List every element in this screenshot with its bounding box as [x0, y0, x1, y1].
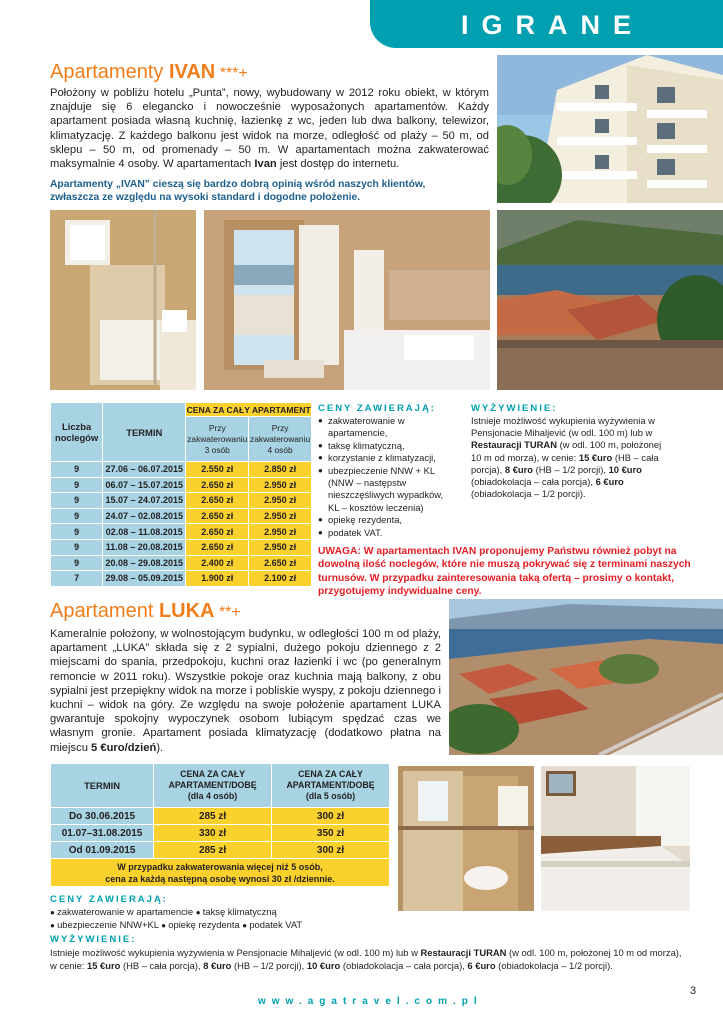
luka-desc-price: 5 €uro/dzień	[91, 741, 157, 754]
ivan-opinion: Apartamenty „IVAN” cieszą się bardzo dobrą opinią wśród naszych klientów, zwłaszcza ze względu na wysoki standard i dogodne położenie.	[50, 179, 426, 204]
ivan-row-nights: 9	[51, 555, 103, 571]
luka-meals-price: 10 €uro	[306, 960, 341, 971]
luka-includes	[50, 894, 390, 932]
ivan-includes-item: ● korzystanie z klimatyzacji,	[318, 452, 456, 464]
luka-view-photo	[449, 599, 723, 755]
luka-includes-item: ubezpieczenie NNW+KL	[57, 919, 159, 931]
ivan-title-name: IVAN	[168, 61, 216, 83]
ivan-meals-part: (HB – cała porcja),	[471, 451, 659, 475]
ivan-includes	[318, 403, 456, 539]
luka-meals-part: (obiadokolacja – 1/2 porcji).	[495, 960, 613, 971]
bullet-icon: ●	[195, 908, 203, 917]
ivan-title-prefix: Apartamenty	[50, 61, 169, 83]
luka-meals-part: (w odl. 100 m, położonej 10 m od morza), w cenie:	[50, 947, 682, 971]
ivan-row-price-4: 2.100 zł	[249, 571, 312, 587]
ivan-meals-price: 15 €uro	[578, 451, 613, 463]
col-3-header	[186, 417, 249, 462]
luka-note-line: W przypadku zakwaterowania więcej niż 5 osób,	[117, 861, 323, 872]
ivan-bedroom-photo	[204, 210, 490, 390]
luka-meals-part: (HB – cała porcja),	[120, 960, 204, 971]
ivan-table-row	[51, 524, 312, 540]
luka-bedroom-photo	[541, 766, 690, 911]
luka-col-4-header	[154, 764, 272, 808]
luka-meals-title: WYŻYWIENIE:	[50, 934, 137, 945]
luka-includes-item: opiekę rezydenta	[168, 919, 240, 931]
ivan-meals-title: WYŻYWIENIE:	[471, 403, 558, 414]
ivan-description	[50, 86, 489, 171]
luka-col-4-line: CENA ZA CAŁY	[180, 769, 245, 779]
ivan-includes-item: ● zakwaterowanie w apartamencie,	[318, 415, 456, 440]
ivan-row-price-4: 2.950 zł	[249, 477, 312, 493]
col-3-label: Przy zakwaterowaniu 3 osób	[187, 422, 248, 455]
luka-row-price-5: 300 zł	[272, 842, 390, 859]
ivan-row-price-4: 2.950 zł	[249, 539, 312, 555]
ivan-table-row	[51, 555, 312, 571]
ivan-bathroom-photo	[50, 210, 196, 390]
luka-col-5-line: APARTAMENT/DOBĘ	[286, 780, 375, 790]
luka-col-5-line: CENA ZA CAŁY	[298, 769, 363, 779]
ivan-table-row	[51, 508, 312, 524]
ivan-row-price-3: 2.400 zł	[186, 555, 249, 571]
ivan-desc-text: Położony w pobliżu hotelu „Punta”, nowy, wybudowany w 2012 roku obiekt, w którym znajduje się 6 elegancko i nowocześnie wyposażonych apartamentów. Każdy apartament posiada własną kuchnię, łazienkę z wc, jeden lub dwa balkony, telewizor, klimatyzację. Z każdego balkonu jest widok na morze, odległość od plaży – 50 m, od sklepu – 50 m, od promenady – 50 m. W apartamentach można zakwaterować maksymalnie 4 osoby. W apartamentach	[50, 87, 489, 171]
ivan-meals-part: (obiadokolacja – cała porcja),	[471, 476, 596, 488]
ivan-meals-part: (obiadokolacja – 1/2 porcji).	[471, 488, 586, 500]
ivan-meals-price: 6 €uro	[595, 476, 624, 488]
luka-desc-end: ).	[156, 741, 164, 754]
luka-row-price-4: 285 zł	[154, 842, 272, 859]
luka-table-row	[51, 842, 390, 859]
ivan-meals	[471, 403, 667, 500]
ivan-row-nights: 9	[51, 493, 103, 509]
ivan-meals-part: Istnieje możliwość wykupienia wyżywienia w Pensjonacie Mihaljević (w odl. 100 m) lub w	[471, 415, 655, 439]
luka-title-name: LUKA	[158, 600, 215, 622]
col-nights-label: Liczba noclegów	[54, 421, 99, 443]
luka-price-table	[50, 763, 390, 887]
luka-meals-price: 15 €uro	[87, 960, 121, 971]
luka-row-price-5: 300 zł	[272, 808, 390, 825]
ivan-row-price-4: 2.950 zł	[249, 493, 312, 509]
luka-includes-line	[50, 919, 390, 932]
ivan-row-term: 24.07 – 02.08.2015	[103, 508, 186, 524]
ivan-includes-item: ● opiekę rezydenta,	[318, 514, 456, 526]
ivan-includes-item: ● taksę klimatyczną,	[318, 440, 456, 452]
ivan-row-price-3: 2.650 zł	[186, 524, 249, 540]
luka-col-4-line: APARTAMENT/DOBĘ	[168, 780, 257, 790]
ivan-meals-text	[471, 415, 667, 500]
luka-row-term: Do 30.06.2015	[51, 808, 154, 825]
bullet-icon: ●	[161, 921, 169, 931]
luka-col-5-line: (dla 5 osób)	[305, 791, 356, 801]
footer-url[interactable]: www.agatravel.com.pl	[258, 996, 483, 1007]
ivan-row-term: 15.07 – 24.07.2015	[103, 493, 186, 509]
ivan-row-price-4: 2.950 zł	[249, 524, 312, 540]
ivan-section-title	[50, 61, 248, 85]
luka-description	[50, 627, 441, 755]
ivan-row-nights: 9	[51, 508, 103, 524]
ivan-row-term: 20.08 – 29.08.2015	[103, 555, 186, 571]
col-price-group-label: CENA ZA CAŁY APARTAMENT	[186, 404, 311, 415]
luka-table-note	[51, 859, 390, 887]
luka-desc-text: Kameralnie położony, w wolnostojącym budynku, w odległości 100 m od plaży, apartament „LUKA” składa się z 2 sypialni, dużego pokoju dziennego z 2 miejscami do spania, przedpokoju, kuchni oraz łazienki i wc (po generalnym remoncie w 2011 roku). Wszystkie pokoje oraz kuchnia mają balkony, z obu sypialni jest przepiękny widok na morze i pobliskie wyspy, z pokoju dziennego i kuchni – widok na góry. Ze względu na swoje położenie apartament LUKA gwarantuje spokojny wypoczynek osobom lubiącym spędzać czas we własnym gronie. Apartament posiada klimatyzację (dodatkowo płatna na miejscu	[50, 628, 441, 754]
ivan-includes-item: ● ubezpieczenie NNW + KL (NNW – następstw nieszczęśliwych wypadków, KL – kosztów leczenia)	[318, 465, 456, 515]
luka-includes-item: podatek VAT	[249, 919, 303, 931]
luka-includes-line	[50, 906, 390, 919]
ivan-row-price-3: 2.650 zł	[186, 477, 249, 493]
ivan-includes-item: ● podatek VAT.	[318, 527, 456, 539]
ivan-table-row	[51, 462, 312, 478]
luka-col-term-header	[51, 764, 154, 808]
ivan-row-nights: 7	[51, 571, 103, 587]
luka-meals-part: (obiadokolacja – cała porcja),	[340, 960, 468, 971]
ivan-row-price-4: 2.650 zł	[249, 555, 312, 571]
ivan-row-price-4: 2.850 zł	[249, 462, 312, 478]
ivan-table-row	[51, 493, 312, 509]
luka-col-5-header	[272, 764, 390, 808]
ivan-includes-title: CENY ZAWIERAJĄ:	[318, 403, 436, 414]
col-4-header	[249, 417, 312, 462]
luka-row-price-5: 350 zł	[272, 825, 390, 842]
ivan-row-price-3: 2.650 zł	[186, 508, 249, 524]
ivan-building-photo	[497, 55, 723, 203]
page-title: IGRANE	[460, 10, 644, 40]
luka-row-term: 01.07–31.08.2015	[51, 825, 154, 842]
ivan-row-term: 06.07 – 15.07.2015	[103, 477, 186, 493]
ivan-meals-part: (w odl. 100 m, położonej 10 m od morza), w cenie:	[471, 439, 662, 463]
ivan-row-price-3: 2.650 zł	[186, 539, 249, 555]
page-number: 3	[690, 985, 697, 997]
luka-row-price-4: 285 zł	[154, 808, 272, 825]
luka-note-line: cena za każdą następną osobę wynosi 30 zł /dziennie.	[105, 873, 335, 884]
ivan-meals-price: 8 €uro	[504, 463, 534, 475]
ivan-row-term: 29.08 – 05.09.2015	[103, 571, 186, 587]
ivan-meals-part: (HB – 1/2 porcji),	[533, 463, 609, 475]
ivan-row-term: 02.08 – 11.08.2015	[103, 524, 186, 540]
luka-meals-text	[50, 946, 690, 972]
ivan-meals-price: 10 €uro	[608, 463, 642, 475]
ivan-row-term: 11.08 – 20.08.2015	[103, 539, 186, 555]
luka-table-row	[51, 825, 390, 842]
luka-title-stars: **+	[214, 604, 241, 621]
luka-meals-price: 6 €uro	[467, 960, 496, 971]
col-term-label: TERMIN	[126, 426, 163, 438]
header-band	[370, 0, 723, 48]
ivan-meals-restaurant: Restauracji TURAN	[471, 439, 557, 451]
luka-section-title	[50, 600, 241, 624]
ivan-row-nights: 9	[51, 539, 103, 555]
ivan-price-table	[50, 402, 312, 587]
ivan-row-nights: 9	[51, 462, 103, 478]
ivan-warning: UWAGA: W apartamentach IVAN proponujemy Państwu również pobyt na dowolną ilość noclegów, które nie muszą pokrywać się z terminami naszych turnusów. W przypadku zainteresowania taką ofertą – prosimy o kontakt, przygotujemy indywidualne ceny.	[318, 546, 691, 598]
luka-col-term-label: TERMIN	[84, 780, 121, 791]
luka-meals-restaurant: Restauracji TURAN	[420, 947, 507, 958]
luka-meals	[50, 934, 690, 972]
ivan-row-term: 27.06 – 06.07.2015	[103, 462, 186, 478]
ivan-table-row	[51, 539, 312, 555]
col-term-header	[103, 403, 186, 462]
ivan-table-row	[51, 571, 312, 587]
bullet-icon: ●	[242, 921, 250, 931]
ivan-row-price-3: 1.900 zł	[186, 571, 249, 587]
luka-bathroom-photo	[398, 766, 534, 911]
col-nights-header	[51, 403, 103, 462]
ivan-row-price-4: 2.950 zł	[249, 508, 312, 524]
col-price-group-header	[186, 403, 312, 417]
luka-row-price-4: 330 zł	[154, 825, 272, 842]
luka-includes-title: CENY ZAWIERAJĄ:	[50, 894, 168, 905]
luka-meals-price: 8 €uro	[203, 960, 232, 971]
luka-title-prefix: Apartament	[50, 600, 159, 622]
ivan-title-stars: ***+	[215, 65, 248, 82]
ivan-table-row	[51, 477, 312, 493]
luka-col-4-line: (dla 4 osób)	[187, 791, 238, 801]
luka-meals-part: (HB – 1/2 porcji),	[231, 960, 307, 971]
col-4-label: Przy zakwaterowaniu 4 osób	[250, 422, 311, 455]
bullet-icon: ●	[50, 921, 58, 931]
ivan-desc-bold: Ivan	[254, 158, 277, 171]
ivan-row-price-3: 2.550 zł	[186, 462, 249, 478]
ivan-includes-list	[318, 415, 456, 539]
luka-row-term: Od 01.09.2015	[51, 842, 154, 859]
ivan-view-photo	[497, 210, 723, 390]
ivan-row-price-3: 2.650 zł	[186, 493, 249, 509]
luka-includes-item: zakwaterowanie w apartamencie	[57, 906, 194, 917]
ivan-row-nights: 9	[51, 524, 103, 540]
luka-meals-part: Istnieje możliwość wykupienia wyżywienia w Pensjonacie Mihaljević (w odl. 100 m) lub w	[50, 947, 421, 958]
ivan-desc-end: jest dostęp do internetu.	[276, 158, 400, 171]
bullet-icon: ●	[50, 908, 58, 917]
luka-table-row	[51, 808, 390, 825]
ivan-row-nights: 9	[51, 477, 103, 493]
luka-includes-item: taksę klimatyczną	[202, 906, 277, 917]
